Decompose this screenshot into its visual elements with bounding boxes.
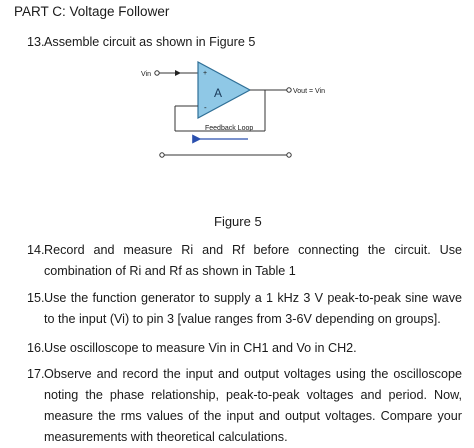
feedback-loop-label: Feedback Loop [205, 125, 254, 132]
step-number: 14. [27, 243, 45, 257]
opamp-label: A [214, 86, 223, 100]
part-title: PART C: Voltage Follower [14, 4, 170, 19]
step-number: 15. [27, 291, 45, 305]
step-text: Use the function generator to supply a 1 kHz 3 V peak-to-peak sine wave to the input (Vi) to pin 3 [value ranges from 3-6V depending on groups]. [44, 291, 462, 326]
step-text: Record and measure Ri and Rf before connecting the circuit. Use combination of Ri and Rf as shown in Table 1 [44, 243, 462, 278]
ground-terminal-left [160, 153, 164, 157]
vout-label: Vout = Vin [293, 88, 325, 95]
step-text: Use oscilloscope to measure Vin in CH1 and Vo in CH2. [44, 341, 357, 355]
figure-caption: Figure 5 [214, 214, 262, 229]
plus-sign: + [203, 70, 208, 77]
step-number: 13. [27, 35, 45, 49]
step-number: 17. [27, 367, 45, 381]
step-number: 16. [27, 341, 45, 355]
step-text: Observe and record the input and output voltages using the oscilloscope noting the phase relationship, peak-to-peak voltages and period. Now, measure the rms values of the input and output voltages. Compare your measurements with theoretical calculations. [44, 367, 462, 444]
minus-sign: - [204, 103, 207, 112]
vout-terminal [287, 88, 291, 92]
step-text: Assemble circuit as shown in Figure 5 [44, 35, 256, 49]
vin-terminal [155, 71, 159, 75]
ground-terminal-right [287, 153, 291, 157]
vin-label: Vin [141, 71, 151, 78]
